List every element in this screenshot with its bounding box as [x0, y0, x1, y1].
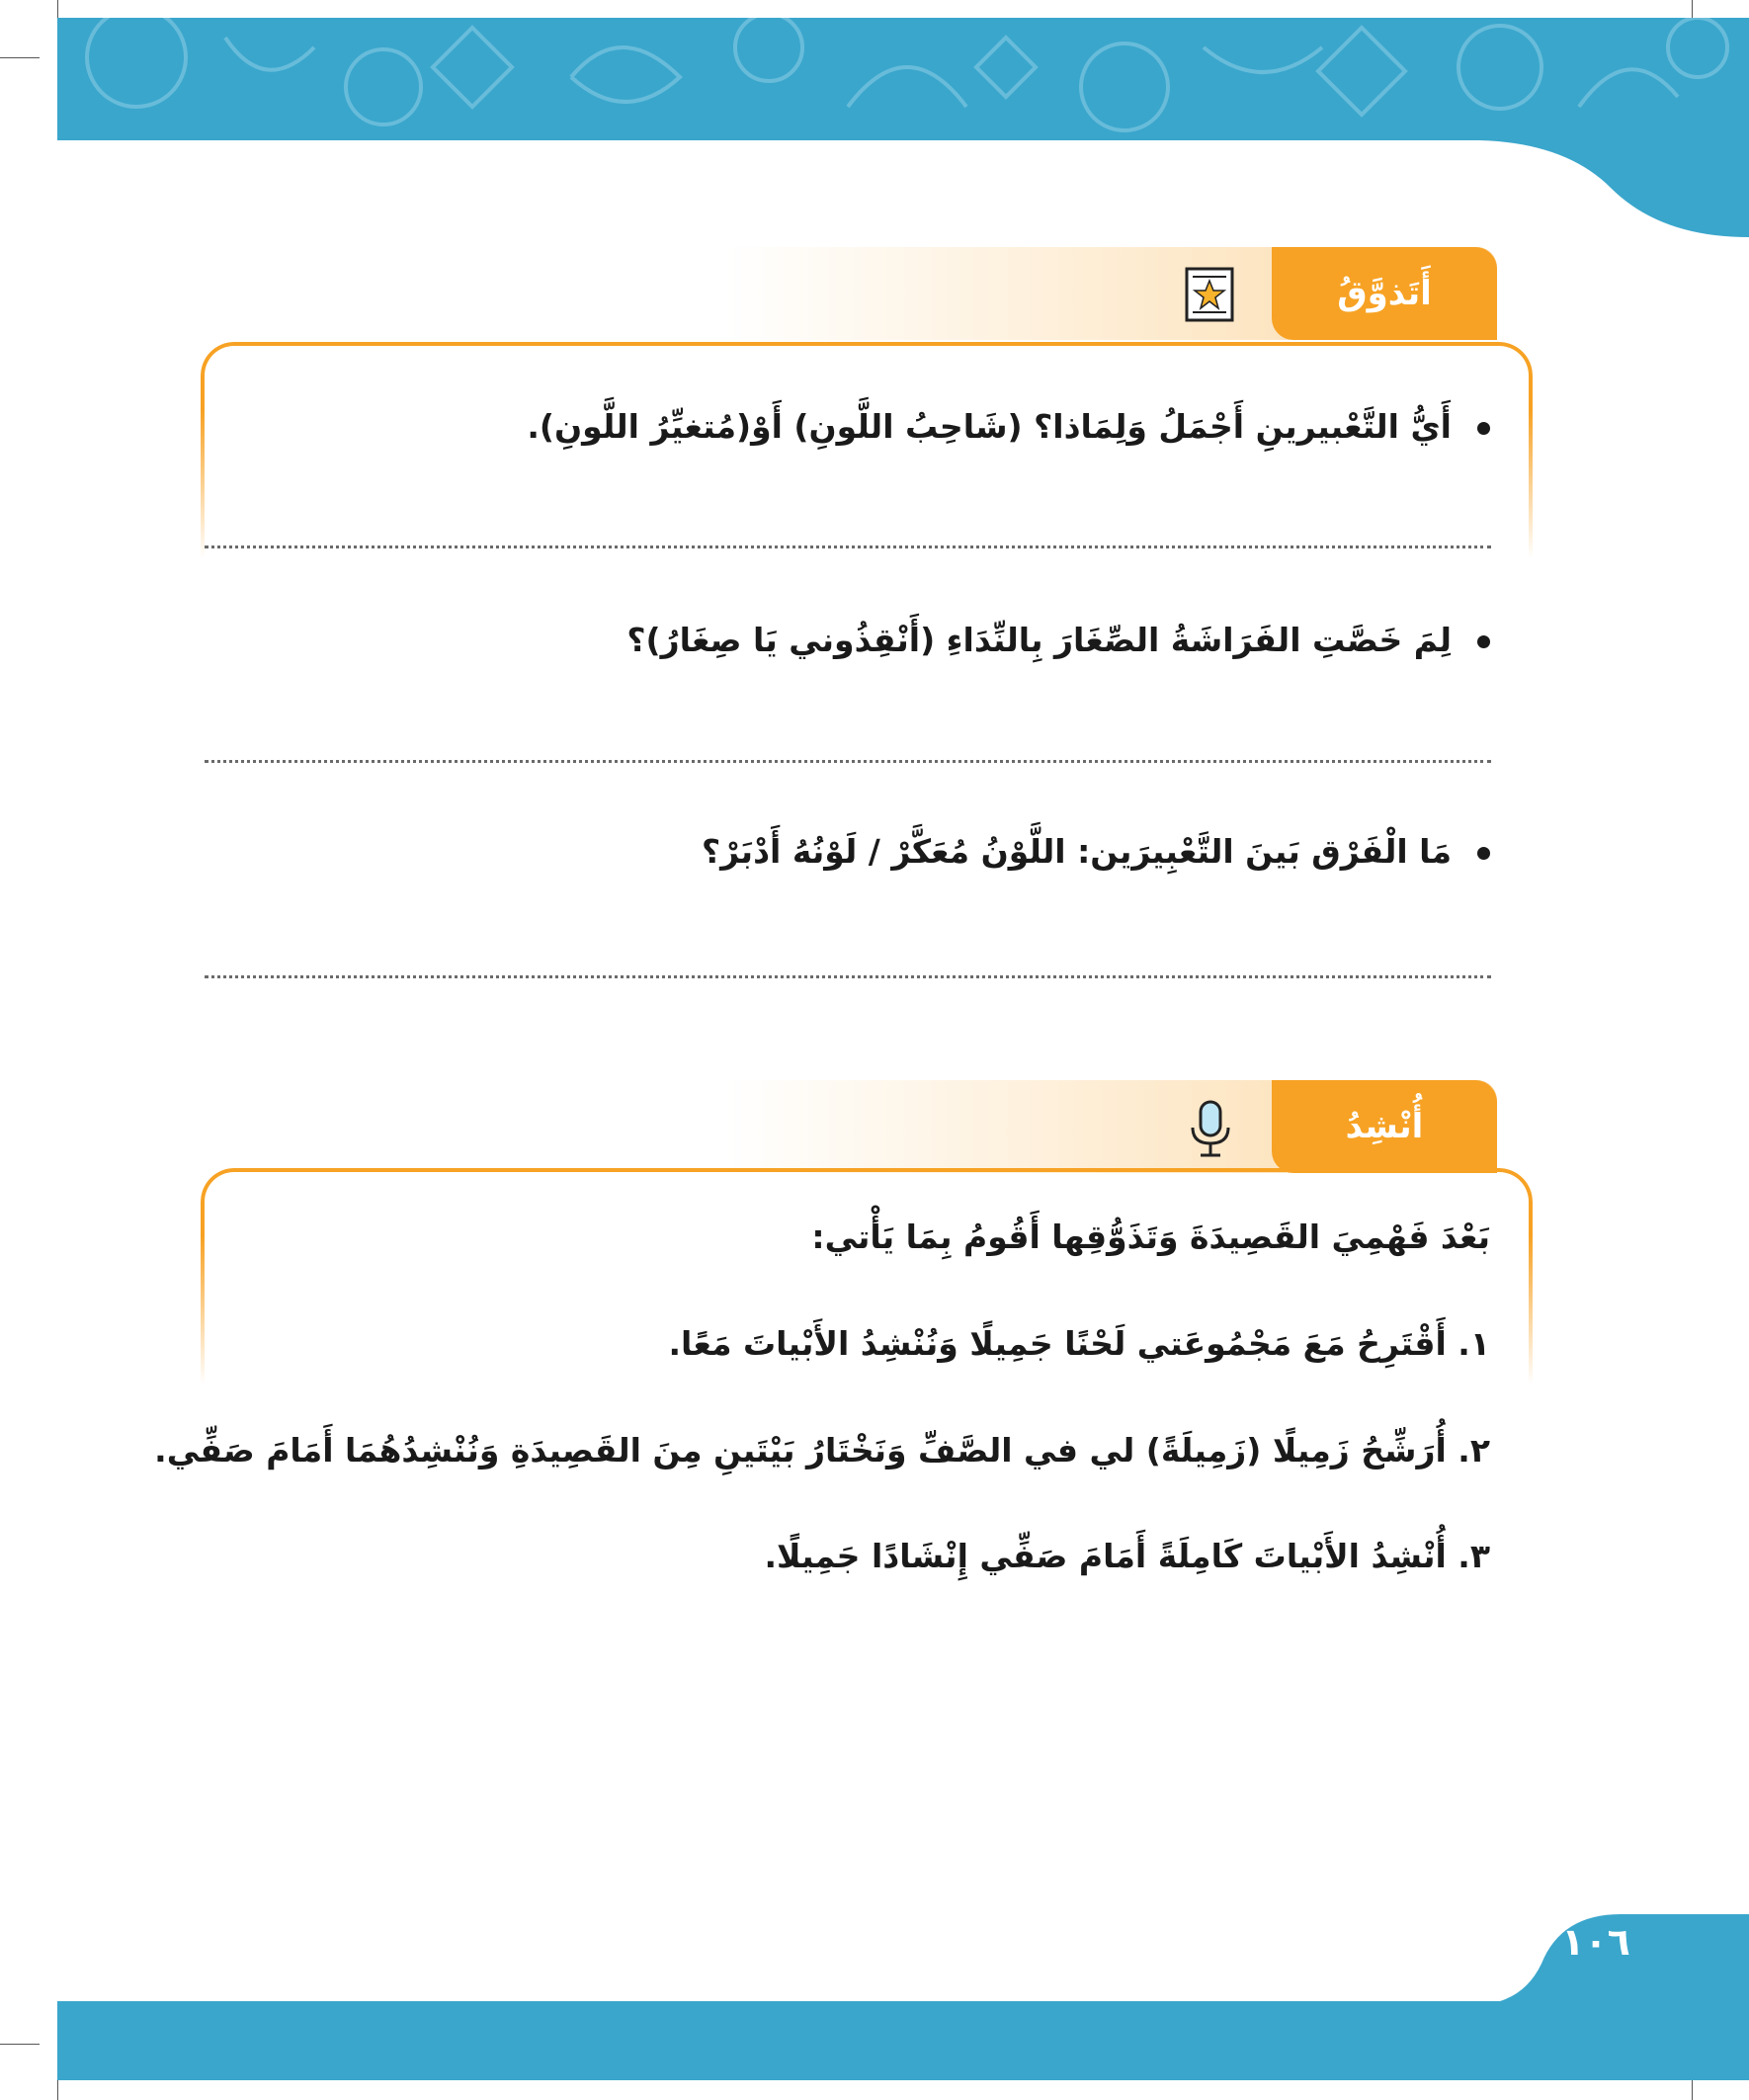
top-banner	[57, 18, 1749, 140]
bullet-icon	[1477, 422, 1490, 435]
taste-question-2	[626, 621, 1490, 659]
taste-section-header	[212, 247, 1497, 340]
recite-title: أُنْشِدُ	[1345, 1107, 1424, 1146]
recite-section-header	[212, 1080, 1497, 1173]
recite-intro: بَعْدَ فَهْمِيَ القَصِيدَةَ وَتَذَوُّقِها أَقُومُ بِمَا يَأْتي:	[811, 1218, 1490, 1256]
crop-mark	[0, 57, 40, 58]
microphone-icon	[1183, 1100, 1238, 1155]
answer-line[interactable]	[205, 546, 1491, 548]
taste-title: أَتَذوَّقُ	[1337, 274, 1432, 313]
banner-wave	[1462, 128, 1749, 237]
recite-section-frame	[201, 1168, 1533, 1439]
bottom-bar	[57, 2001, 1749, 2080]
page-number: ١٠٦	[1561, 1920, 1630, 1964]
question-text: أَيُّ التَّعْبيرينِ أَجْمَلُ وَلِمَاذا؟ (شَاحِبُ اللَّونِ) أَوْ(مُتغيِّرُ اللَّونِ).	[527, 407, 1452, 446]
question-text: مَا الْفَرْق بَينَ التَّعْبِيرَين: اللَّوْنُ مُعَكَّرْ / لَوْنُهُ أَدْبَرْ؟	[702, 832, 1452, 871]
taste-question-1	[527, 407, 1490, 446]
banner-pattern	[57, 18, 1749, 140]
crop-mark	[0, 2044, 40, 2045]
bullet-icon	[1477, 847, 1490, 860]
question-text: لِمَ خَصَّتِ الفَرَاشَةُ الصِّغَارَ بِالنِّدَاءِ (أَنْقِذُوني يَا صِغَارُ)؟	[626, 621, 1452, 659]
recite-step-2: ٢. أُرَشِّحُ زَمِيلًا (زَمِيلَةً) لي في الصَّفِّ وَنَخْتَارُ بَيْتَينِ مِنَ القَصِيدَةِ وَنُنْشِدُهُمَا أَمَامَ صَفِّي.	[154, 1431, 1490, 1470]
recite-step-1: ١. أَقْتَرِحُ مَعَ مَجْمُوعَتي لَحْنًا جَمِيلًا وَنُنْشِدُ الأَبْياتَ مَعًا.	[668, 1324, 1490, 1363]
recite-step-3: ٣. أُنْشِدُ الأَبْياتَ كَامِلَةً أَمَامَ صَفِّي إِنْشَادًا جَمِيلًا.	[764, 1537, 1490, 1575]
taste-question-3	[702, 832, 1490, 871]
taste-title-box	[1272, 247, 1497, 340]
recite-title-box	[1272, 1080, 1497, 1173]
taste-section-frame	[201, 342, 1533, 613]
bullet-icon	[1477, 635, 1490, 648]
star-document-icon	[1183, 267, 1238, 322]
answer-line[interactable]	[205, 975, 1491, 978]
answer-line[interactable]	[205, 760, 1491, 763]
